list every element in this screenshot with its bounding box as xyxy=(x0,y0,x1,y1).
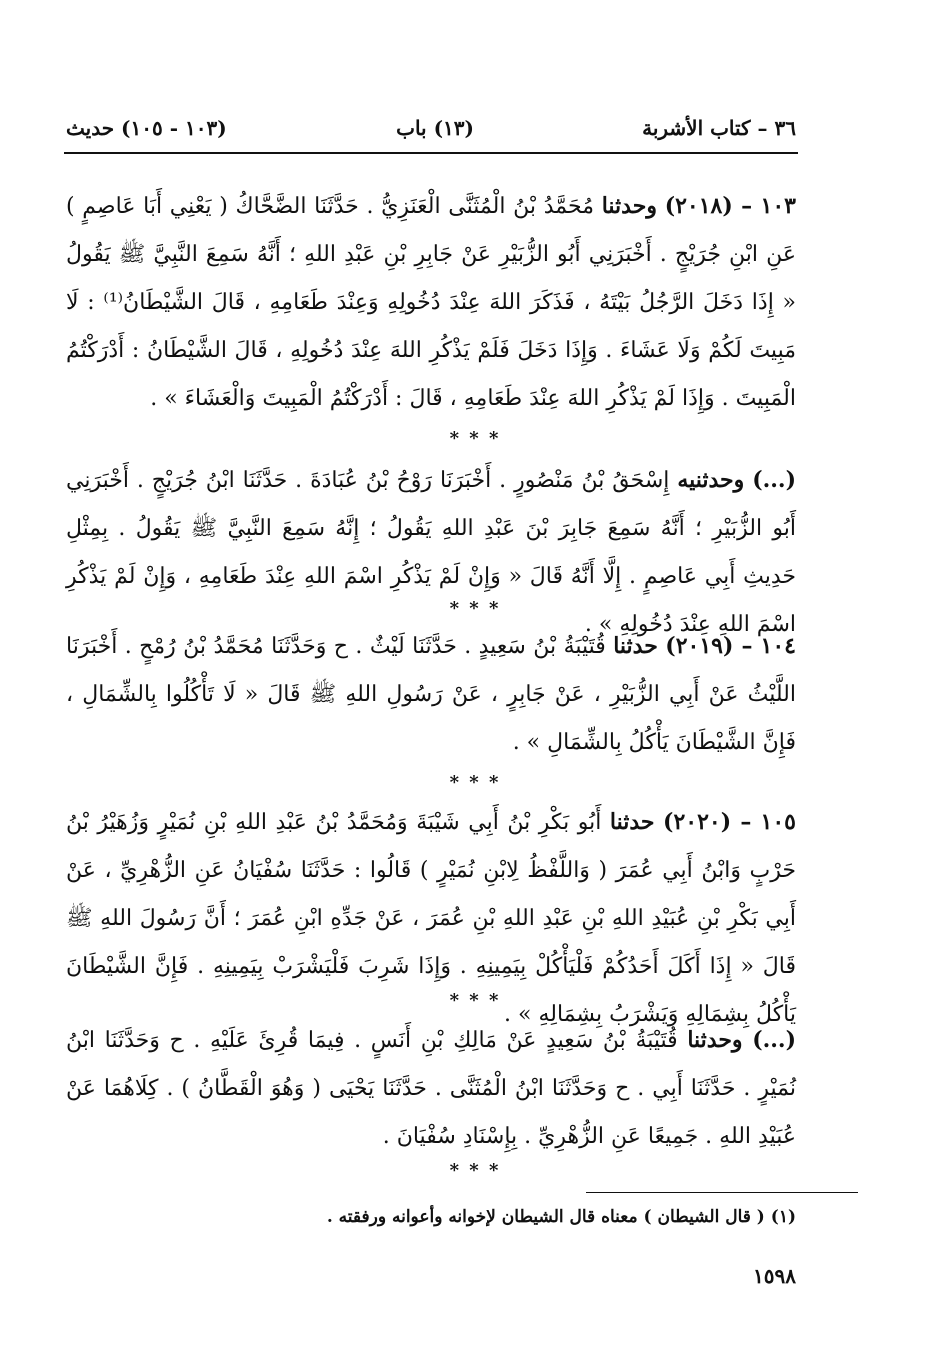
separator-1: * * * xyxy=(449,428,501,449)
hadith-entry-103 xyxy=(66,182,796,423)
separator-3: * * * xyxy=(449,772,501,793)
hadith-qualifier: حدثنا xyxy=(613,633,658,659)
hadith-text: قُتَيْبَةُ بْنُ سَعِيدٍ عَنْ مَالِكِ بْنِ أَنَسٍ . فِيمَا قُرِئَ عَلَيْهِ . ح وَحَدَّثَنَا ابْنُ نُمَيْرٍ . حَدَّثَنَا أَبِي . ح وَحَدَّثَنَا ابْنُ الْمُثَنَّى . حَدَّثَنَا يَحْيَى ( وَهُوَ الْقَطَّانُ ) . كِلَاهُمَا عَنْ عُبَيْدِ اللهِ . جَمِيعًا عَنِ الزُّهْرِيِّ . بِإِسْنَادِ سُفْيَانَ . xyxy=(66,1028,796,1149)
separator-5: * * * xyxy=(449,1160,501,1181)
hadith-number: ١٠٤ – (٢٠١٩) xyxy=(665,633,796,659)
page-header xyxy=(66,112,796,148)
hadith-qualifier: حدثنا xyxy=(609,809,655,835)
hadith-text: إِسْحَقُ بْنُ مَنْصُورٍ . أَخْبَرَنَا رَوْحُ بْنُ عُبَادَةَ . حَدَّثَنَا ابْنُ جُرَيْجٍ . أَخْبَرَنِي أَبُو الزُّبَيْرِ ؛ أَنَّهُ سَمِعَ جَابِرَ بْنَ عَبْدِ اللهِ يَقُولُ ؛ إِنَّهُ سَمِعَ النَّبِيَّ ﷺ يَقُولُ . بِمِثْلِ حَدِيثِ أَبِي عَاصِمٍ . إِلَّا أَنَّهُ قَالَ « وَإِنْ لَمْ يَذْكُرِ اسْمَ اللهِ عِنْدَ طَعَامِهِ ، وَإِنْ لَمْ يَذْكُرِ اسْمَ اللهِ عِنْدَ دُخُولِهِ » . xyxy=(66,468,796,637)
header-rule xyxy=(64,152,798,154)
hadith-text: قُتَيْبَةُ بْنُ سَعِيدٍ . حَدَّثَنَا لَيْثٌ . ح وَحَدَّثَنَا مُحَمَّدُ بْنُ رُمْحٍ . أَخْبَرَنَا اللَّيْثُ عَنْ أَبِي الزُّبَيْرِ ، عَنْ جَابِرٍ ، عَنْ رَسُولِ اللهِ ﷺ قَالَ « لَا تَأْكُلُوا بِالشِّمَالِ ، فَإِنَّ الشَّيْطَانَ يَأْكُلُ بِالشِّمَالِ » . xyxy=(66,634,796,755)
hadith-entry-103b xyxy=(66,456,796,649)
header-chapter: (١٣) باب xyxy=(396,116,474,140)
hadith-text: أَبُو بَكْرِ بْنُ أَبِي شَيْبَةَ وَمُحَمَّدُ بْنُ عَبْدِ اللهِ بْنِ نُمَيْرٍ وَزُهَيْرُ بْنُ حَرْبٍ وَابْنُ أَبِي عُمَرَ ( وَاللَّفْظُ لِابْنِ نُمَيْرٍ ) قَالُوا : حَدَّثَنَا سُفْيَانُ عَنِ الزُّهْرِيِّ ، عَنْ أَبِي بَكْرِ بْنِ عُبَيْدِ اللهِ بْنِ عَبْدِ اللهِ بْنِ عُمَرَ ، عَنْ جَدِّهِ ابْنِ عُمَرَ ؛ أَنَّ رَسُولَ اللهِ ﷺ قَالَ « إِذَا أَكَلَ أَحَدُكُمْ فَلْيَأْكُلْ بِيَمِينِهِ . وَإِذَا شَرِبَ فَلْيَشْرَبْ بِيَمِينِهِ . فَإِنَّ الشَّيْطَانَ يَأْكُلُ بِشِمَالِهِ وَيَشْرَبُ بِشِمَالِهِ » . xyxy=(66,810,796,1027)
hadith-number: ١٠٥ – (٢٠٢٠) xyxy=(663,809,796,835)
separator-2: * * * xyxy=(449,598,501,619)
separator-4: * * * xyxy=(449,990,501,1011)
hadith-qualifier: وحدثنيه xyxy=(677,467,745,493)
footnote: (١) ( قال الشيطان ) معناه قال الشيطان لإخوانه وأعوانه ورفقته . xyxy=(326,1207,796,1227)
hadith-text: مُحَمَّدُ بْنُ الْمُثَنَّى الْعَنَزِيُّ . حَدَّثَنَا الضَّحَّاكُ ( يَعْنِي أَبَا عَاصِمٍ ) عَنِ ابْنِ جُرَيْجٍ . أَخْبَرَنِي أَبُو الزُّبَيْرِ عَنْ جَابِرِ بْنِ عَبْدِ اللهِ ؛ أَنَّهُ سَمِعَ النَّبِيَّ ﷺ يَقُولُ « إِذَا دَخَلَ الرَّجُلُ بَيْتَهُ ، فَذَكَرَ اللهَ عِنْدَ دُخُولِهِ وَعِنْدَ طَعَامِهِ ، قَالَ الشَّيْطَانُ⁽¹⁾ : لَا مَبِيتَ لَكُمْ وَلَا عَشَاءَ . وَإِذَا دَخَلَ فَلَمْ يَذْكُرِ اللهَ عِنْدَ دُخُولِهِ ، قَالَ الشَّيْطَانُ : أَدْرَكْتُمُ الْمَبِيتَ . وَإِذَا لَمْ يَذْكُرِ اللهَ عِنْدَ طَعَامِهِ ، قَالَ : أَدْرَكْتُمُ الْمَبِيتَ وَالْعَشَاءَ » . xyxy=(66,194,796,411)
footnote-rule xyxy=(586,1192,858,1193)
hadith-number: ١٠٣ – (٢٠١٨) xyxy=(664,193,796,219)
header-hadith-range: (١٠٣ - ١٠٥) حديث xyxy=(66,116,227,140)
hadith-entry-104 xyxy=(66,622,796,767)
hadith-entry-105b xyxy=(66,1016,796,1161)
hadith-number: (...) xyxy=(752,1027,796,1053)
hadith-qualifier: وحدثنا xyxy=(601,193,657,219)
header-book-title: ٣٦ – كتاب الأشربة xyxy=(642,116,796,140)
hadith-qualifier: وحدثنا xyxy=(687,1027,743,1053)
hadith-number: (...) xyxy=(752,467,796,493)
page-number: ١٥٩٨ xyxy=(753,1264,796,1288)
